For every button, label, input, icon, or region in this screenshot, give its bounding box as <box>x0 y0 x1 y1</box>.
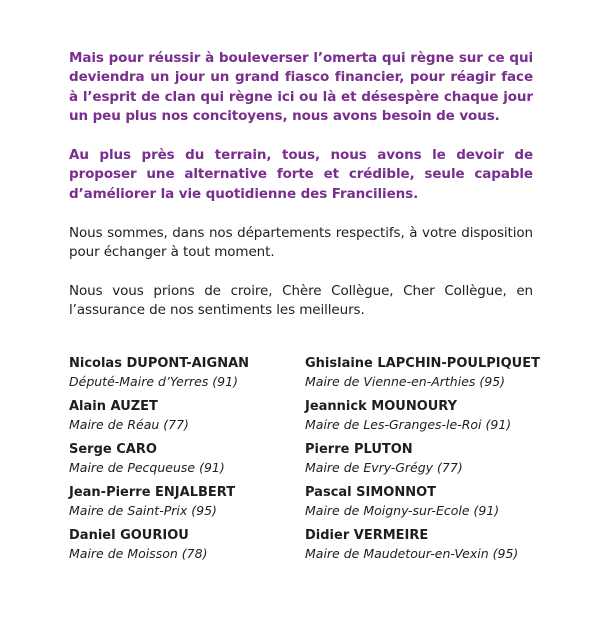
signatory-name: Jeannick MOUNOURY <box>305 399 458 414</box>
paragraph-omerta: Mais pour réussir à bouleverser l’omerta qui règne sur ce qui deviendra un jour un grand fiasco financier, pour réagir face à l’esprit de clan qui règne ici ou là et désespère chaque jour un peu plus nos concitoyens, nous avons besoin de vous. <box>69 50 533 125</box>
signatory <box>69 441 309 484</box>
signatory-role: Maire de Réau (77) <box>69 417 189 432</box>
signatory-name: Jean-Pierre ENJALBERT <box>69 485 236 500</box>
signatory-name: Nicolas DUPONT-AIGNAN <box>69 356 250 371</box>
signatory-role: Maire de Moisson (78) <box>69 546 208 561</box>
signatory <box>305 355 545 398</box>
signatories-block <box>69 355 549 575</box>
signatory-name: Pierre PLUTON <box>305 442 413 457</box>
signatory <box>305 527 545 570</box>
signatory-name: Serge CARO <box>69 442 157 457</box>
signatory <box>69 527 309 570</box>
letter-body <box>69 49 533 321</box>
signatory-name: Daniel GOURIOU <box>69 528 189 543</box>
signatory <box>305 441 545 484</box>
signatory-role: Maire de Moigny-sur-Ecole (91) <box>305 503 500 518</box>
signatory-name: Ghislaine LAPCHIN-POULPIQUET <box>305 356 540 371</box>
signatory-role: Maire de Les-Granges-le-Roi (91) <box>305 417 512 432</box>
signatory-role: Maire de Saint-Prix (95) <box>69 503 217 518</box>
signatory-name: Didier VERMEIRE <box>305 528 429 543</box>
signatory-role: Maire de Evry-Grégy (77) <box>305 460 463 475</box>
signatory-name: Alain AUZET <box>69 399 158 414</box>
signatory-role: Député-Maire d’Yerres (91) <box>69 374 238 389</box>
signatory <box>305 398 545 441</box>
signatory <box>69 484 309 527</box>
paragraph-alternative: Au plus près du terrain, tous, nous avons le devoir de proposer une alternative forte et crédible, seule capable d’améliorer la vie quotidienne des Franciliens. <box>69 147 533 202</box>
signatory <box>305 484 545 527</box>
signatory <box>69 355 309 398</box>
signatory-role: Maire de Maudetour-en-Vexin (95) <box>305 546 519 561</box>
signatory <box>69 398 309 441</box>
signatory-name: Pascal SIMONNOT <box>305 485 437 500</box>
paragraph-closing: Nous vous prions de croire, Chère Collègue, Cher Collègue, en l’assurance de nos sentiments les meilleurs. <box>69 282 533 319</box>
paragraph-disposition: Nous sommes, dans nos départements respectifs, à votre disposition pour échanger à tout moment. <box>69 224 533 261</box>
signatory-role: Maire de Vienne-en-Arthies (95) <box>305 374 506 389</box>
signatories-right-column <box>305 355 545 570</box>
signatory-role: Maire de Pecqueuse (91) <box>69 460 225 475</box>
signatories-left-column <box>69 355 309 570</box>
